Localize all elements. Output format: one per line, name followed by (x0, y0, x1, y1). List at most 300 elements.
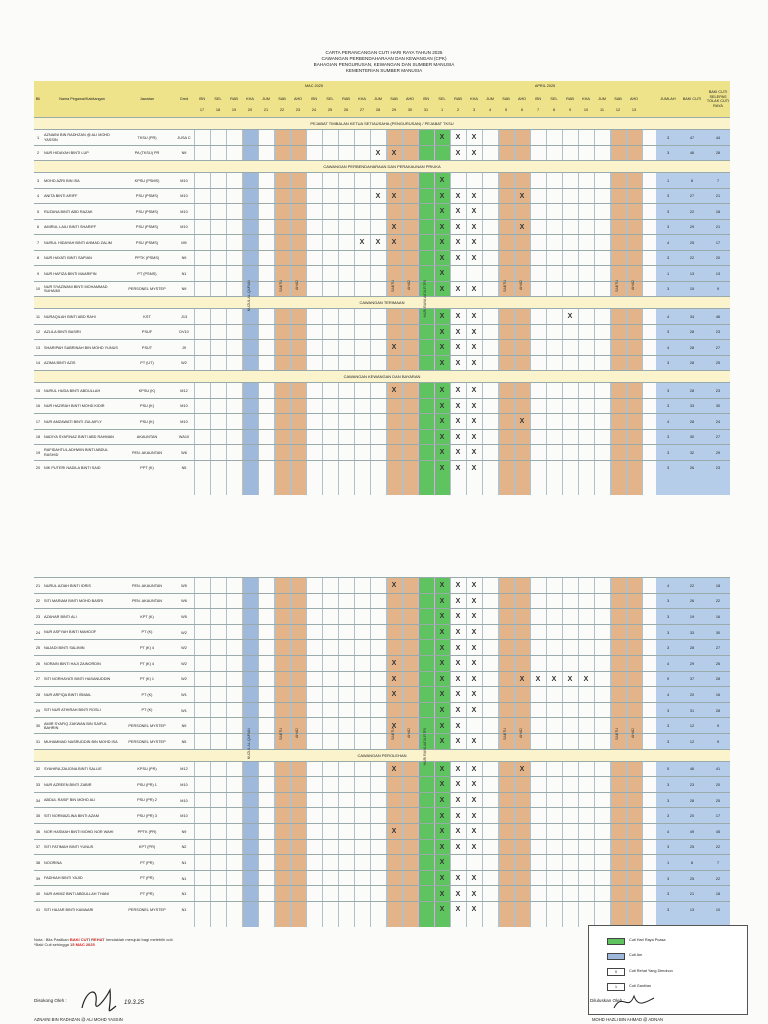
leave-mark: X (455, 149, 461, 157)
leave-mark: X (455, 644, 461, 652)
day-name-cell: RAB (454, 97, 462, 101)
section-header: PEJABAT TIMBALAN KETUA SETIAUSAHA (PENGURUSAN) / PEJABAT TKSU (34, 117, 730, 129)
month-april-header: APRIL 2025 (534, 84, 556, 88)
day-name-cell: SAB (278, 97, 286, 101)
leave-mark: X (391, 192, 397, 200)
staff-grade: W5 (181, 583, 187, 588)
date-cell: 4 (488, 108, 492, 112)
baki-value: 28 (689, 798, 695, 803)
ahad-label: AHAD (631, 728, 635, 738)
staff-position: PSU (PSMS) (135, 240, 159, 245)
row-number: 29 (35, 708, 41, 713)
staff-grade: N1 (181, 271, 187, 276)
staff-position: PPTK (PSMS) (134, 256, 160, 260)
title-line-4: KEMENTERIAN SUMBER MANUSIA (345, 68, 423, 73)
leave-mark: X (391, 387, 397, 395)
day-name-cell: RAB (342, 97, 350, 101)
row-number: 3 (36, 178, 40, 183)
staff-position: KPSU (PR) (137, 767, 157, 772)
staff-name: RAFIDAHTUL ADHWIN BINTI ABDUL RASHID (44, 448, 109, 457)
staff-name: AZLILA BINTI BASIRI (44, 330, 81, 334)
leave-mark: X (455, 223, 461, 231)
title-line-2: CAWANGAN PERBENDAHARAAN DAN KEWANGAN (CPK) (321, 56, 447, 61)
leave-mark: X (471, 449, 477, 457)
table-row (34, 885, 730, 902)
sabtu-label: SABTU (391, 728, 395, 740)
table-row (34, 792, 730, 809)
row-number: 13 (35, 345, 41, 350)
jumlah-value: 3 (666, 646, 670, 651)
jumlah-value: 3 (666, 388, 670, 393)
staff-grade: N9 (181, 151, 187, 156)
table-row (34, 219, 730, 236)
table-row (34, 823, 730, 840)
jumlah-value: 3 (666, 151, 670, 156)
leave-mark: X (455, 328, 461, 336)
col-name-header: Nama Pegawai/Kakitangan (59, 97, 105, 101)
table-row (34, 172, 730, 189)
leave-mark: X (439, 859, 445, 867)
baki-value: 25 (689, 240, 695, 245)
baki-value: 20 (689, 692, 695, 697)
leave-mark: X (535, 675, 541, 683)
leave-mark: X (567, 675, 573, 683)
baki-value: 8 (690, 178, 694, 183)
jumlah-value: 3 (666, 256, 670, 261)
staff-grade: M10 (180, 225, 188, 230)
baki-selepas-value: 18 (715, 209, 721, 214)
row-number: 8 (36, 256, 40, 261)
day-name-cell: KHA (358, 97, 366, 101)
staff-name: AZAHAR BINTI ALI (44, 614, 77, 619)
staff-position: PT (K) 1 (139, 677, 155, 682)
jumlah-value: 3 (666, 876, 670, 881)
leave-mark: X (391, 660, 397, 668)
baki-value: 33 (689, 404, 695, 409)
leave-mark: X (375, 239, 381, 247)
row-number: 10 (35, 287, 41, 292)
leave-mark: X (439, 418, 445, 426)
staff-grade: M10 (180, 419, 188, 424)
staff-grade: M12 (180, 388, 188, 393)
staff-position: PPT (K) (140, 466, 154, 470)
staff-position: PSU (PSMS) (135, 225, 159, 229)
baki-value: 33 (689, 630, 695, 635)
leave-mark: X (455, 660, 461, 668)
baki-value: 46 (689, 767, 695, 772)
day-name-cell: SEL (438, 97, 446, 101)
leave-mark: X (391, 828, 397, 836)
leave-mark: X (471, 285, 477, 293)
baki-value: 28 (689, 419, 695, 424)
leave-mark: X (519, 675, 525, 683)
day-name-cell: SAB (614, 97, 622, 101)
leave-mark: X (471, 192, 477, 200)
jumlah-value: 3 (666, 361, 670, 366)
day-name-cell: ISN (198, 97, 206, 101)
jumlah-value: 3 (666, 798, 670, 803)
leave-mark: X (471, 812, 477, 820)
staff-name: AMIR SYAFIQ ZAKWAN BIN SAIFUL BAHRIN (44, 721, 107, 731)
leave-mark: X (375, 149, 381, 157)
jumlah-value: 3 (666, 209, 670, 214)
leave-mark: X (471, 223, 477, 231)
date-cell: 21 (263, 108, 269, 112)
jumlah-value: 3 (666, 225, 670, 230)
leave-mark: X (439, 675, 445, 683)
leave-mark: X (471, 765, 477, 773)
leave-mark: X (439, 192, 445, 200)
staff-position: PPTK (PR) (137, 829, 157, 834)
staff-grade: N2 (181, 845, 187, 850)
row-number: 16 (35, 404, 41, 409)
sabtu-label: SABTU (279, 280, 283, 292)
date-cell: 2 (456, 108, 460, 112)
day-name-cell: JUM (598, 97, 606, 101)
staff-grade: N1 (181, 876, 187, 881)
table-row (34, 188, 730, 205)
staff-grade: M10 (180, 194, 188, 199)
baki-selepas-value: 23 (715, 330, 721, 335)
jumlah-value: 4 (666, 583, 670, 588)
date-cell: 27 (359, 108, 365, 112)
baki-value: 32 (689, 450, 695, 455)
staff-position: PSU (K) (140, 404, 154, 408)
leave-mark: X (439, 797, 445, 805)
table-row (34, 281, 730, 298)
row-number: 34 (35, 798, 41, 803)
staff-grade: W6 (181, 599, 187, 604)
row-number: 30 (35, 724, 41, 729)
leave-mark: X (455, 433, 461, 441)
baki-selepas-value: 22 (715, 599, 721, 604)
baki-selepas-value: 17 (715, 240, 721, 245)
staff-grade: J13 (180, 314, 188, 319)
jumlah-value: 4 (666, 419, 670, 424)
row-number: 2 (36, 151, 40, 156)
baki-selepas-value: 22 (715, 845, 721, 850)
row-number: 37 (35, 845, 41, 850)
legend-label-raya: Cuti Hari Raya Puasa (629, 938, 666, 942)
table-row (34, 839, 730, 856)
baki-selepas-value: 21 (715, 194, 721, 199)
leave-mark: X (471, 149, 477, 157)
row-number: 40 (35, 892, 41, 897)
leave-mark: X (375, 192, 381, 200)
staff-name: FADHIAH BINTI YAJID (44, 876, 83, 881)
baki-selepas-value: 26 (715, 661, 721, 666)
baki-selepas-value: 23 (715, 388, 721, 393)
leave-mark: X (471, 328, 477, 336)
staff-grade: J9 (181, 345, 186, 350)
day-name-cell: SEL (214, 97, 222, 101)
staff-position: PT (K) (141, 708, 153, 713)
leave-mark: X (471, 613, 477, 621)
date-cell: 7 (536, 108, 540, 112)
sabtu-label: SABTU (503, 280, 507, 292)
baki-selepas-value: 30 (715, 630, 721, 635)
baki-selepas-value: 18 (715, 892, 721, 897)
leave-mark: X (471, 781, 477, 789)
row-number: 35 (35, 814, 41, 819)
leave-mark: X (471, 644, 477, 652)
leave-mark: X (455, 208, 461, 216)
leave-mark: X (471, 208, 477, 216)
staff-grade: W2 (181, 361, 187, 366)
day-name-cell: KHA (246, 97, 254, 101)
row-number: 9 (36, 271, 40, 276)
baki-selepas-value: 45 (715, 829, 721, 834)
staff-name: NURAQILAH BINTI ABD RAHI (44, 314, 96, 319)
leave-mark: X (455, 402, 461, 410)
staff-grade: N9 (181, 724, 187, 729)
signature-right (610, 988, 660, 1016)
baki-selepas-value: 16 (715, 614, 721, 619)
row-number: 38 (35, 860, 41, 865)
staff-name: SITI NORHAYATI BINTI HASANUDDIN (44, 677, 111, 682)
jumlah-value: 4 (666, 661, 670, 666)
baki-value: 21 (689, 892, 695, 897)
staff-grade: N9 (181, 829, 187, 834)
baki-selepas-value: 27 (715, 646, 721, 651)
baki-selepas-value: 16 (715, 692, 721, 697)
leave-mark: X (455, 613, 461, 621)
table-row (34, 413, 730, 430)
leave-mark: X (471, 629, 477, 637)
notes-line-2: *Baki Cuti sehingga (34, 942, 69, 947)
leave-mark: X (439, 812, 445, 820)
date-cell: 5 (504, 108, 508, 112)
staff-name: NUR AHMIZ BINTI ABDULLAH THANI (44, 891, 109, 896)
staff-name: NUR AZREEN BINTI ZABIR (44, 782, 92, 787)
leave-mark: X (455, 597, 461, 605)
staff-grade: N5 (181, 739, 187, 744)
day-name-cell: AHD (405, 97, 415, 101)
baki-value: 13 (689, 271, 695, 276)
staff-grade: WA10 (178, 435, 190, 440)
staff-grade: W5 (181, 614, 187, 619)
jumlah-value: 3 (666, 599, 670, 604)
baki-selepas-value: 9 (716, 724, 720, 729)
table-row (34, 854, 730, 871)
leave-mark: X (391, 765, 397, 773)
section-header: CAWANGAN PEROLEHAN (34, 749, 730, 761)
staff-position: PERSONEL MYSTEP (128, 287, 166, 291)
day-name-cell: AHD (517, 97, 527, 101)
baki-value: 25 (689, 876, 695, 881)
staff-grade: W2 (181, 630, 187, 635)
leave-table-top (34, 81, 730, 495)
leave-mark: X (439, 239, 445, 247)
leave-mark: X (455, 875, 461, 883)
day-name-cell: ISN (310, 97, 318, 101)
table-row (34, 324, 730, 341)
leave-mark: X (455, 418, 461, 426)
row-number: 18 (35, 435, 41, 440)
title-line-1: CARTA PERANCANGAN CUTI HARI RAYA TAHUN 2025 (325, 50, 443, 55)
leave-mark: X (519, 418, 525, 426)
notes-red-1: BAKI CUTI REHAT (69, 937, 105, 942)
row-number: 28 (35, 692, 41, 697)
leave-mark: X (519, 192, 525, 200)
leave-mark: X (439, 433, 445, 441)
leave-mark: X (455, 192, 461, 200)
staff-grade: M10 (180, 404, 188, 409)
leave-mark: X (439, 254, 445, 262)
row-number: 23 (35, 614, 41, 619)
baki-value: 29 (689, 225, 695, 230)
leave-mark: X (439, 285, 445, 293)
sabtu-label: SABTU (279, 728, 283, 740)
baki-value: 49 (689, 829, 695, 834)
row-number: 33 (35, 782, 41, 787)
staff-position: KPSU (PSMS) (134, 178, 160, 183)
leave-mark: X (471, 875, 477, 883)
leave-table-bottom (34, 577, 730, 927)
date-cell: 17 (199, 108, 205, 112)
date-cell: 8 (552, 108, 556, 112)
leave-mark: X (455, 254, 461, 262)
date-cell: 18 (215, 108, 221, 112)
row-number: 12 (35, 330, 41, 335)
disokong-label: Disokong Oleh : (34, 998, 67, 1003)
date-cell: 30 (407, 108, 413, 112)
day-name-cell: ISN (534, 97, 542, 101)
table-row (34, 429, 730, 446)
leave-mark: X (439, 313, 445, 321)
row-number: 6 (36, 225, 40, 230)
date-cell: 20 (247, 108, 253, 112)
staff-position: PT (K) (141, 630, 153, 635)
leave-mark: X (471, 797, 477, 805)
baki-value: 12 (689, 739, 695, 744)
baki-selepas-value: 7 (716, 178, 720, 183)
legend-label-am: Cuti Am (629, 953, 643, 957)
row-number: 19 (35, 450, 41, 455)
ahad-label: AHAD (519, 728, 523, 738)
staff-name: NORAIN BINTI HAJI ZAINORDIN (44, 661, 101, 666)
leave-mark: X (455, 629, 461, 637)
table-row (34, 761, 730, 778)
leave-mark: X (455, 781, 461, 789)
staff-grade: W1 (181, 692, 187, 697)
leave-mark: X (391, 223, 397, 231)
staff-name: NURUL HIDAYAH BINTI AHMAD ZALIM (44, 240, 112, 245)
ahad-label: AHAD (295, 280, 299, 290)
staff-position: PSU (PSMS) (135, 194, 159, 198)
row-number: 39 (35, 876, 41, 881)
baki-value: 12 (689, 724, 695, 729)
staff-name: RUZANA BINTI ABD RAZAK (44, 209, 93, 214)
staff-position: PT (UT) (140, 361, 154, 365)
table-row (34, 339, 730, 356)
leave-mark: X (551, 675, 557, 683)
jumlah-value: 3 (666, 435, 670, 440)
table-row (34, 593, 730, 610)
leave-mark: X (519, 765, 525, 773)
leave-mark: X (439, 582, 445, 590)
staff-name: SITI NUR ATHIRAH BINTI ROSLI (44, 708, 101, 713)
row-number: 25 (35, 646, 41, 651)
date-cell: 22 (279, 108, 285, 112)
table-row (34, 717, 730, 734)
leave-mark: X (471, 582, 477, 590)
day-name-cell: SAB (390, 97, 398, 101)
staff-name: SITI MARIAM BINTI MOHD BASRI (44, 599, 104, 604)
staff-position: KST (143, 314, 151, 319)
baki-selepas-value: 27 (715, 435, 721, 440)
staff-grade: M10 (180, 209, 188, 214)
staff-name: NURUL AZIAH BINTI IDRIS (44, 583, 91, 588)
sabtu-label: SABTU (615, 728, 619, 740)
leave-mark: X (439, 464, 445, 472)
staff-grade: M10 (180, 814, 188, 819)
table-row (34, 308, 730, 325)
baki-value: 28 (689, 345, 695, 350)
baki-selepas-value: 10 (715, 907, 721, 912)
staff-name: NURUL HUDA BINTI ABDULLAH (44, 388, 101, 393)
leave-mark: X (439, 629, 445, 637)
staff-name: AMIRUL LAILI BINTI SHARIFF (44, 225, 97, 229)
date-cell: 26 (343, 108, 349, 112)
day-name-cell: RAB (566, 97, 574, 101)
leave-mark: X (391, 239, 397, 247)
legend-swatch-am (607, 953, 625, 960)
staff-name: NADIYA SYAFINAZ BINTI ABD RAHMAN (44, 435, 114, 439)
table-row (34, 355, 730, 372)
baki-selepas-value: 23 (715, 466, 721, 471)
leave-mark: X (471, 707, 477, 715)
baki-value: 27 (689, 194, 695, 199)
staff-name: NUR ARFIQA BINTI ISMAIL (44, 692, 92, 697)
day-name-cell: AHD (629, 97, 639, 101)
leave-mark: X (439, 875, 445, 883)
legend-swatch-raya (607, 938, 625, 945)
leave-mark: X (583, 675, 589, 683)
leave-mark: X (471, 660, 477, 668)
baki-value: 34 (689, 314, 695, 319)
col-jumlah-header: JUMLAH (660, 97, 676, 101)
date-cell: 6 (520, 108, 524, 112)
staff-position: KPT (K) (140, 614, 154, 619)
day-name-cell: ISN (422, 97, 430, 101)
day-name-cell: JUM (486, 97, 494, 101)
table-row (34, 655, 730, 672)
leave-mark: X (567, 313, 573, 321)
leave-mark: X (471, 402, 477, 410)
table-row (34, 577, 730, 594)
row-number: 24 (35, 630, 41, 635)
diluluskan-name: MOHD HAZLI BIN AHMAD @ ADNAN (592, 1017, 664, 1022)
jumlah-value: 3 (666, 450, 670, 455)
row-number: 21 (35, 583, 41, 588)
leave-mark: X (455, 722, 461, 730)
row-number: 31 (35, 739, 41, 744)
staff-grade: M12 (180, 767, 188, 772)
staff-name: MUHAMMAD NASRUDDIN BIN MOHD ISA (44, 739, 118, 744)
jumlah-value: 3 (666, 814, 670, 819)
leave-mark: X (455, 707, 461, 715)
leave-mark: X (471, 828, 477, 836)
leave-mark: X (439, 890, 445, 898)
table-row (34, 870, 730, 887)
table-row (34, 129, 730, 146)
notes-prefix: Nota : Bila Pasilkan (34, 937, 69, 942)
day-name-cell: KHA (470, 97, 478, 101)
leave-mark: X (471, 675, 477, 683)
baki-selepas-value: 9 (716, 287, 720, 292)
jumlah-value: 1 (666, 860, 670, 865)
